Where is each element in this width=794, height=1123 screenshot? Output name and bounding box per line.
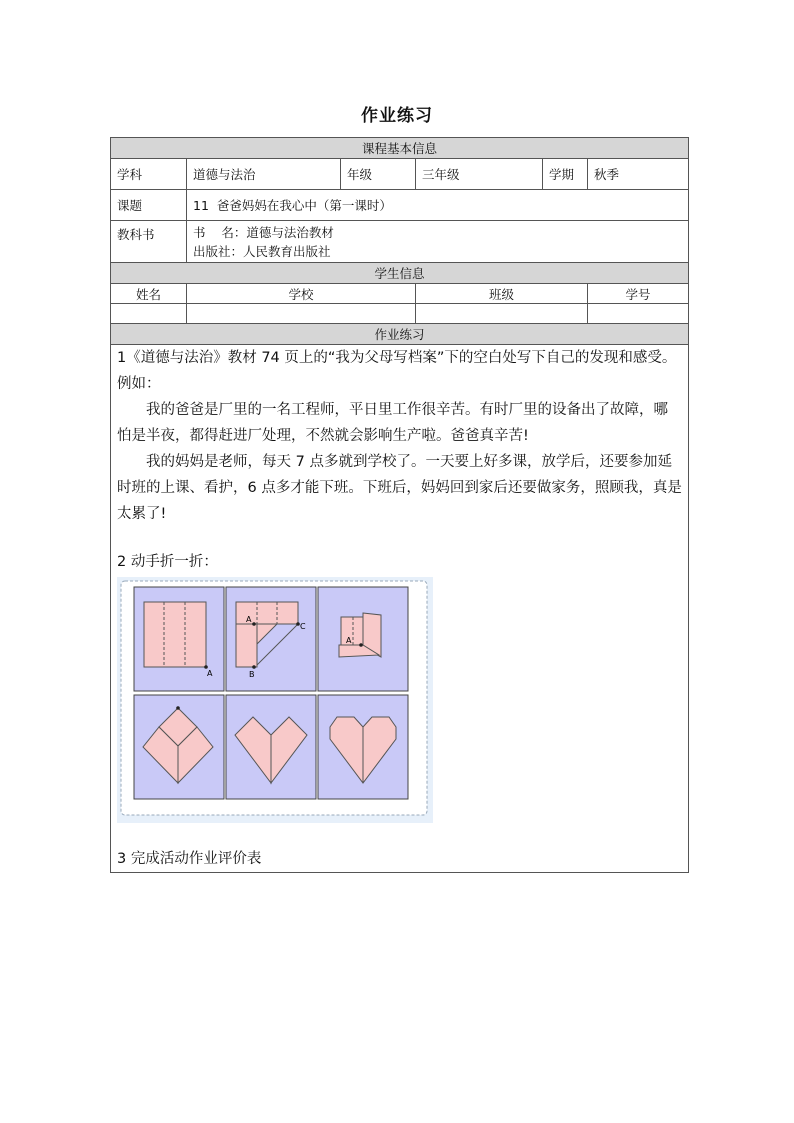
question-2: 2 动手折一折： — [117, 554, 218, 570]
school-header: 学校 — [187, 284, 416, 304]
textbook-label: 教科书 — [111, 221, 187, 263]
example-label: 例如： — [117, 376, 161, 392]
name-cell[interactable] — [111, 304, 187, 324]
school-cell[interactable] — [187, 304, 416, 324]
question-1: 1《道德与法治》教材 74 页上的“我为父母写档案”下的空白处写下自己的发现和感受。 — [117, 350, 677, 366]
example-mother: 我的妈妈是老师，每天 7 点多就到学校了。一天要上好多课，放学后，还要参加延时班的上课、看护，6 点多才能下班。下班后，妈妈回到家后还要做家务，照顾我，真是太累了! — [117, 454, 682, 522]
publisher: 出版社：人民教育出版社 — [193, 243, 331, 259]
heart-folding-steps — [117, 577, 433, 823]
step-1-paper — [144, 602, 213, 678]
label-c-step2: C — [300, 622, 306, 631]
grade-label: 年级 — [341, 159, 416, 190]
term-label: 学期 — [543, 159, 588, 190]
example-father: 我的爸爸是厂里的一名工程师，平日里工作很辛苦。有时厂里的设备出了故障，哪怕是半夜，都得赶进厂处理，不然就会影响生产啦。爸爸真辛苦! — [117, 402, 668, 444]
textbook-info — [187, 221, 689, 263]
exercise-content — [111, 345, 689, 873]
label-a-step1: A — [207, 669, 213, 678]
label-b-step2: B — [249, 670, 255, 679]
student-id-header: 学号 — [588, 284, 689, 304]
student-id-cell[interactable] — [588, 304, 689, 324]
label-a-step2: A — [246, 615, 252, 624]
course-info-header: 课程基本信息 — [111, 138, 689, 159]
subject-label: 学科 — [111, 159, 187, 190]
topic-value: 11 爸爸妈妈在我心中（第一课时） — [187, 190, 689, 221]
grade-value: 三年级 — [416, 159, 543, 190]
student-info-header: 学生信息 — [111, 263, 689, 284]
subject-value: 道德与法治 — [187, 159, 341, 190]
page-title: 作业练习 — [361, 106, 433, 126]
folding-diagram — [117, 577, 682, 832]
homework-header: 作业练习 — [111, 324, 689, 345]
class-header: 班级 — [416, 284, 588, 304]
name-header: 姓名 — [111, 284, 187, 304]
label-a-step3: A — [346, 636, 352, 645]
book-name: 书 名：道德与法治教材 — [193, 224, 334, 240]
class-cell[interactable] — [416, 304, 588, 324]
term-value: 秋季 — [588, 159, 689, 190]
homework-table — [110, 137, 689, 873]
question-3: 3 完成活动作业评价表 — [117, 851, 262, 867]
step-3-paper — [339, 613, 381, 657]
topic-label: 课题 — [111, 190, 187, 221]
